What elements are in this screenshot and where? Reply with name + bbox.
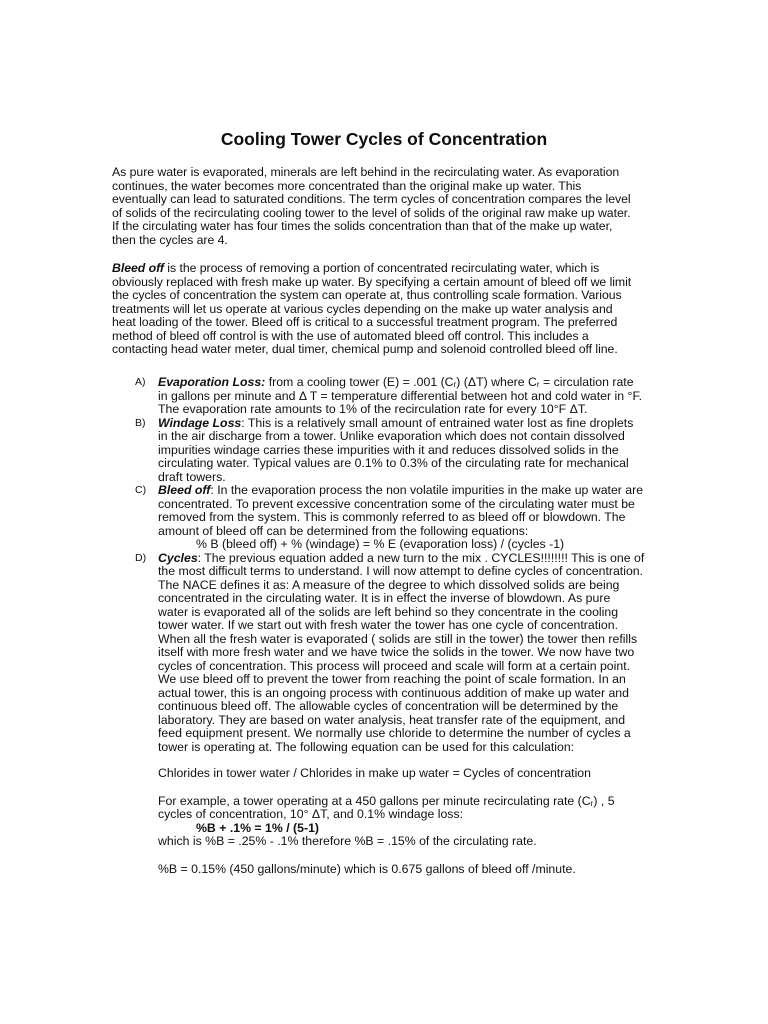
item-line: feed equipment present. We normally use chloride to determine the number of cycles a — [158, 726, 631, 740]
item-line: The evaporation rate amounts to 1% of the recirculation rate for every 10°F ΔT. — [158, 402, 588, 416]
bleed-off-line: contacting head water meter, dual timer, chemical pump and solenoid controlled bleed off line. — [112, 342, 618, 356]
document-title: Cooling Tower Cycles of Concentration — [220, 129, 548, 149]
bleed-off-first-line-text: is the process of removing a portion of concentrated recirculating water, which is — [163, 261, 600, 275]
item-first-line — [158, 552, 672, 566]
item-line: in gallons per minute and Δ T = temperature differential between hot and cold water in °F. — [158, 388, 643, 403]
item-line: tower water. If we start out with fresh water the tower has one cycle of concentration. — [158, 618, 618, 632]
intro-line: If the circulating water has four times the solids concentration than that of the make up water, — [112, 219, 613, 233]
item-text: For example, a tower operating at a 450 gallons per minute recirculating rate (C — [158, 793, 591, 808]
bleed-off-line: the cycles of concentration the system can operate at, thus controlling scale formation. Various — [112, 288, 622, 302]
list-item-windage-loss — [112, 417, 672, 485]
intro-line: of solids of the recirculating cooling tower to the level of solids of the original raw make up water. — [112, 205, 631, 220]
list-item-evaporation-loss — [112, 376, 672, 417]
item-heading: Windage Loss — [158, 415, 242, 430]
item-line: itself with more fresh water and we have twice the solids in the tower. We now have two — [158, 645, 635, 659]
item-text: : This is a relatively small amount of entrained water lost as fine droplets — [241, 415, 634, 430]
bleed-off-line: obviously replaced with fresh make up water. By specifying a certain amount of bleed off we limit — [112, 274, 632, 289]
item-text: ) , 5 — [593, 793, 615, 808]
subscript: r — [590, 798, 594, 808]
intro-line: As pure water is evaporated, minerals are left behind in the recirculating water. As evaporation — [112, 165, 620, 179]
bleed-off-equation: % B (bleed off) + % (windage) = % E (evaporation loss) / (cycles -1) — [196, 537, 565, 551]
spacer — [158, 849, 672, 863]
item-line: tower is operating at. The following equation can be used for this calculation: — [158, 739, 575, 754]
bleed-off-line: method of bleed off control is with the use of automated bleed off control. This includes a — [112, 328, 589, 343]
item-first-line — [158, 484, 672, 498]
bleed-off-line: heat loading of the tower. Bleed off is critical to a successful treatment program. The preferred — [112, 315, 618, 329]
item-line: amount of bleed off can be determined from the following equations: — [158, 523, 529, 538]
item-first-line — [158, 417, 672, 431]
item-text: : In the evaporation process the non volatile impurities in the make up water are — [210, 483, 644, 497]
example-line: cycles of concentration, 10° ΔT, and 0.1% windage loss: — [158, 807, 464, 821]
bleed-off-paragraph — [112, 262, 657, 357]
example-result: which is %B = .25% - .1% therefore %B = .15% of the circulating rate. — [158, 834, 537, 848]
item-text: = circulation rate — [539, 375, 634, 389]
subscript: r — [536, 380, 540, 389]
list-item-cycles — [112, 552, 672, 877]
item-line: continuous bleed off. The allowable cycles of concentration will be determined by the — [158, 699, 619, 713]
item-line: actual tower, this is an ongoing process with continuous addition of make up water and — [158, 685, 629, 700]
item-line: cycles of concentration. This process will proceed and scale will form at a certain point. — [158, 658, 631, 673]
item-line: impurities windage carries these impurities with it and reduces dissolved solids in the — [158, 442, 619, 457]
item-text: from a cooling tower (E) = .001 (C — [265, 375, 454, 389]
example-line — [158, 795, 672, 809]
bleed-off-line: treatments will let us operate at various cycles depending on the make up water analysis and — [112, 301, 613, 316]
item-line: the most difficult terms to understand. I will now attempt to define cycles of concentration. — [158, 564, 644, 578]
item-line: When all the fresh water is evaporated ( solids are still in the tower) the tower then refills — [158, 631, 638, 646]
item-line: draft towers. — [158, 469, 226, 484]
bleed-off-first-line — [112, 262, 657, 276]
list-marker: C) — [135, 484, 147, 496]
item-first-line — [158, 376, 672, 390]
list-item-bleed-off — [112, 484, 672, 552]
item-heading: Evaporation Loss: — [158, 375, 266, 389]
item-line: concentrated. To prevent excessive concentration some of the circulating water must be — [158, 496, 635, 511]
item-line: in the air discharge from a tower. Unlike evaporation which does not contain dissolved — [158, 429, 625, 443]
definitions-list — [112, 376, 672, 876]
example-equation: %B + .1% = 1% / (5-1) — [196, 820, 320, 835]
item-line: We use bleed off to prevent the tower from reaching the point of scale formation. In an — [158, 672, 626, 686]
item-text: ) (ΔT) where C — [456, 375, 537, 389]
item-line: concentrated in the circulating water. It is in effect the inverse of blowdown. As pure — [158, 591, 611, 605]
spacer — [158, 781, 672, 795]
item-line: removed from the system. This is commonly referred to as bleed off or blowdown. The — [158, 510, 626, 524]
subscript: r — [453, 380, 457, 389]
list-marker: D) — [135, 551, 147, 564]
item-heading: Bleed off — [158, 483, 211, 497]
intro-line: eventually can lead to saturated conditions. The term cycles of concentration compares the level — [112, 192, 631, 206]
intro-line: continues, the water becomes more concentrated than the original make up water. This — [112, 178, 582, 193]
item-line: The NACE defines it as: A measure of the degree to which dissolved solids are being — [158, 577, 620, 592]
final-line: %B = 0.15% (450 gallons/minute) which is 0.675 gallons of bleed off /minute. — [158, 861, 576, 876]
item-line: water is evaporated all of the solids are left behind so they concentrate in the cooling — [158, 604, 619, 619]
item-line: laboratory. They are based on water analysis, heat transfer rate of the equipment, and — [158, 712, 626, 727]
item-line: circulating water. Typical values are 0.1% to 0.3% of the circulating rate for mechanical — [158, 456, 629, 470]
item-text: : The previous equation added a new turn to the mix . CYCLES!!!!!!!! This is one of — [197, 550, 645, 565]
intro-paragraph — [112, 166, 657, 247]
chloride-equation: Chlorides in tower water / Chlorides in make up water = Cycles of concentration — [158, 766, 591, 780]
list-marker: A) — [135, 376, 146, 388]
list-marker: B) — [135, 416, 146, 429]
item-heading: Cycles — [158, 550, 198, 565]
intro-line: then the cycles are 4. — [112, 232, 228, 247]
bleed-off-term: Bleed off — [112, 261, 164, 275]
